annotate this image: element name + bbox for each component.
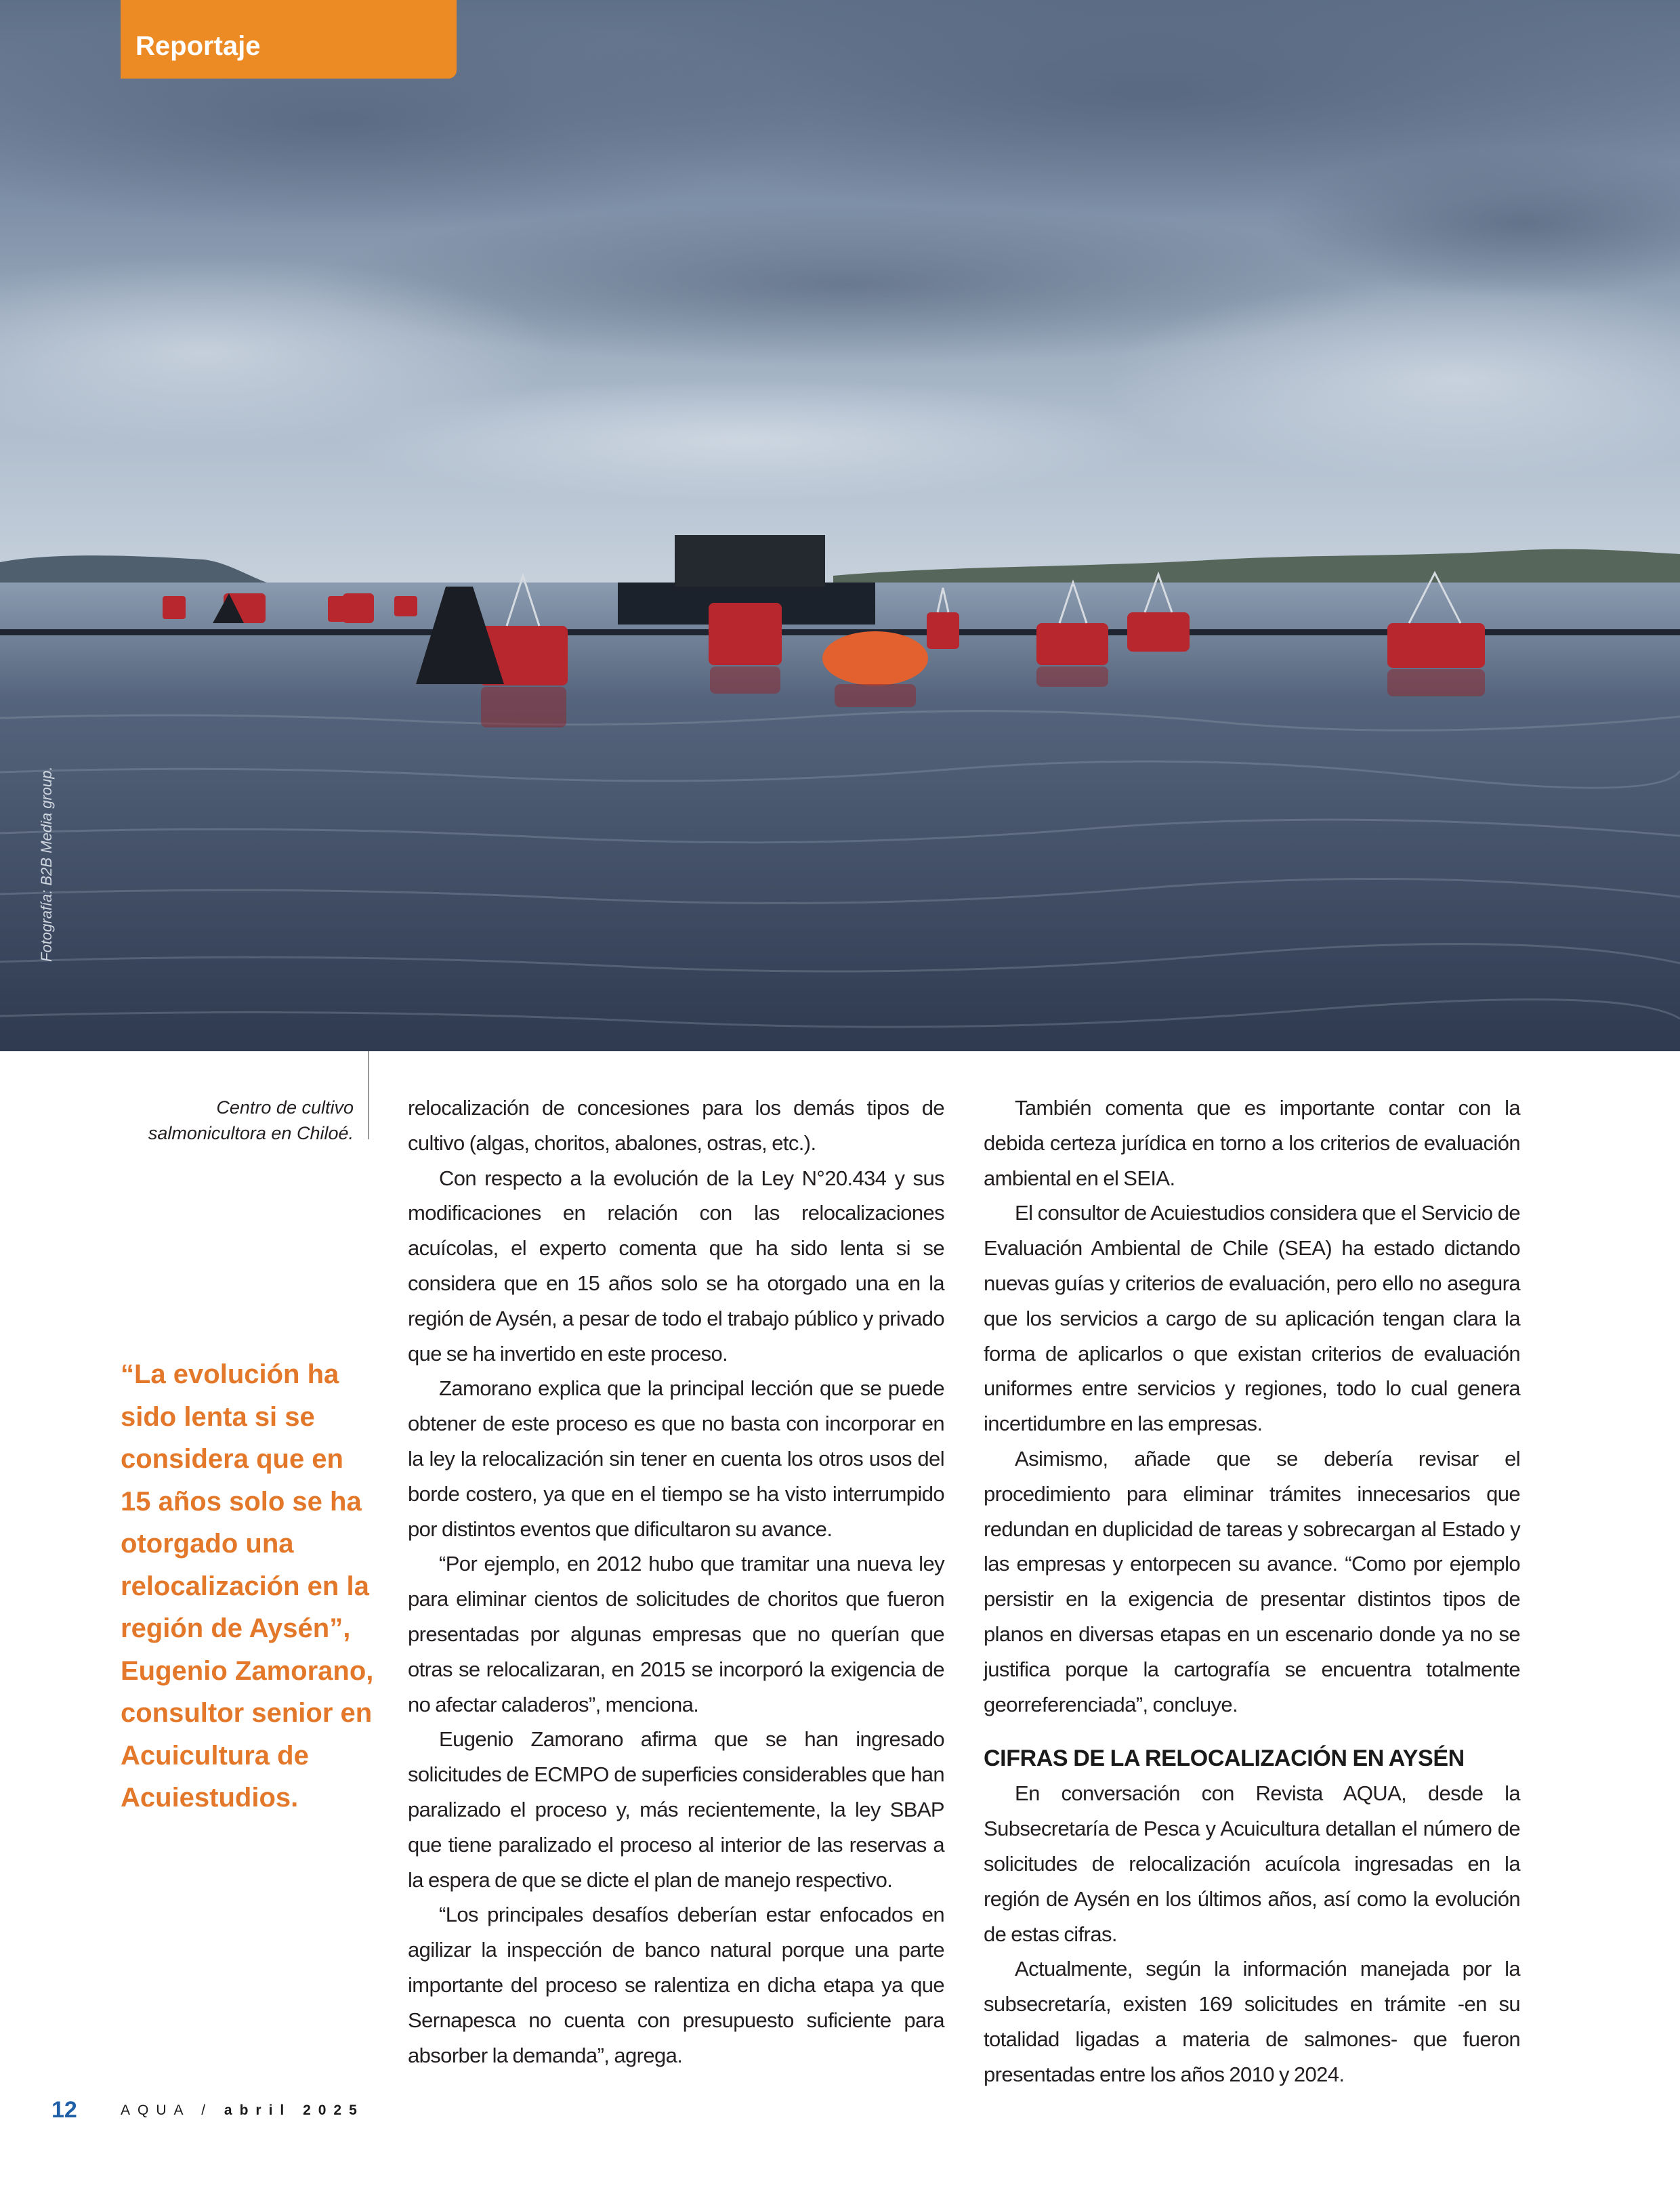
paragraph: Actualmente, según la información manejada por la subsecretaría, existen 169 solicitudes en trámite -en su totalidad ligadas a materia de salmones- que fueron presentadas entre los años 2010 y 2024.	[984, 1957, 1520, 2086]
paragraph: También comenta que es importante contar con la debida certeza jurídica en torno a los criterios de evaluación ambiental en el SEIA.	[984, 1096, 1520, 1190]
paragraph: relocalización de concesiones para los demás tipos de cultivo (algas, choritos, abalones, ostras, etc.).	[408, 1096, 944, 1155]
issue-date: abril 2025	[224, 2102, 364, 2118]
running-footer	[121, 2102, 364, 2119]
paragraph: Eugenio Zamorano afirma que se han ingresado solicitudes de ECMPO de superficies considerables que han paralizado el proceso y, más recientemente, la ley SBAP que tiene paralizado el proceso al interior de las reservas a la espera de que se dicte el plan de manejo respectivo.	[408, 1727, 944, 1892]
paragraph: Con respecto a la evolución de la Ley N°20.434 y sus modificaciones en relación con las relocalizaciones acuícolas, el experto comenta que ha sido lenta si se considera que en 15 años solo se ha otorgado una en la región de Aysén, a pesar de todo el trabajo público y privado que se ha invertido en este proceso.	[408, 1166, 944, 1366]
paragraph: En conversación con Revista AQUA, desde la Subsecretaría de Pesca y Acuicultura detallan el número de solicitudes de relocalización acuícola ingresadas en la región de Aysén en los últimos años, así como la evolución de estas cifras.	[984, 1781, 1520, 1946]
footer-separator: /	[201, 2102, 213, 2118]
article-column-middle	[408, 1091, 944, 2073]
paragraph: El consultor de Acuiestudios considera que el Servicio de Evaluación Ambiental de Chile (SEA) ha estado dictando nuevas guías y criterios de evaluación, pero ello no asegura que los servicios a cargo de su aplicación tengan clara la forma de aplicarlos o que existan criterios de evaluación uniformes entre servicios y regiones, todo lo cual genera incertidumbre en las empresas.	[984, 1201, 1520, 1436]
salmon-farm-photo	[0, 0, 1680, 1051]
page-number: 12	[51, 2097, 77, 2123]
paragraph: “Por ejemplo, en 2012 hubo que tramitar una nueva ley para eliminar cientos de solicitudes de choritos que fueron presentadas por algunas empresas que no querían que otras se relocalizaran, en 2015 se incorporó la exigencia de no afectar caladeros”, menciona.	[408, 1552, 944, 1716]
paragraph: Zamorano explica que la principal lección que se puede obtener de este proceso es que no basta con incorporar en la ley la relocalización sin tener en cuenta los otros usos del borde costero, ya que en el tiempo se ha visto interrumpido por distintos eventos que dificultaron su avance.	[408, 1376, 944, 1541]
article-column-right	[984, 1091, 1520, 2092]
paragraph: Asimismo, añade que se debería revisar el procedimiento para eliminar trámites innecesarios que redundan en duplicidad de tareas y sobrecargan al Estado y las empresas y entorpecen su avance. “Como por ejemplo persistir en la exigencia de presentar distintos tipos de planos en diversas etapas en un escenario donde ya no se justifica porque la cartografía se encuentra totalmente georreferenciada”, concluye.	[984, 1446, 1520, 1716]
photo-credit: Fotografía: B2B Media group.	[38, 766, 55, 962]
section-heading: CIFRAS DE LA RELOCALIZACIÓN EN AYSÉN	[984, 1746, 1465, 1772]
pull-quote: “La evolución ha sido lenta si se considera que en 15 años solo se ha otorgado una relocalización en la región de Aysén”, Eugenio Zamorano, consultor senior en Acuicultura de Acuiestudios.	[121, 1359, 374, 1813]
photo-caption: Centro de cultivo salmonicultora en Chiloé.	[148, 1097, 354, 1143]
section-tag: Reportaje	[121, 0, 457, 79]
paragraph: “Los principales desafíos deberían estar enfocados en agilizar la inspección de banco natural porque una parte importante del proceso se ralentiza en dicha etapa ya que Sernapesca no cuenta con presupuesto suficiente para absorber la demanda”, agrega.	[408, 1903, 944, 2067]
caption-divider	[368, 1051, 369, 1139]
magazine-name: AQUA	[121, 2102, 190, 2118]
hero-photo	[0, 0, 1680, 1051]
